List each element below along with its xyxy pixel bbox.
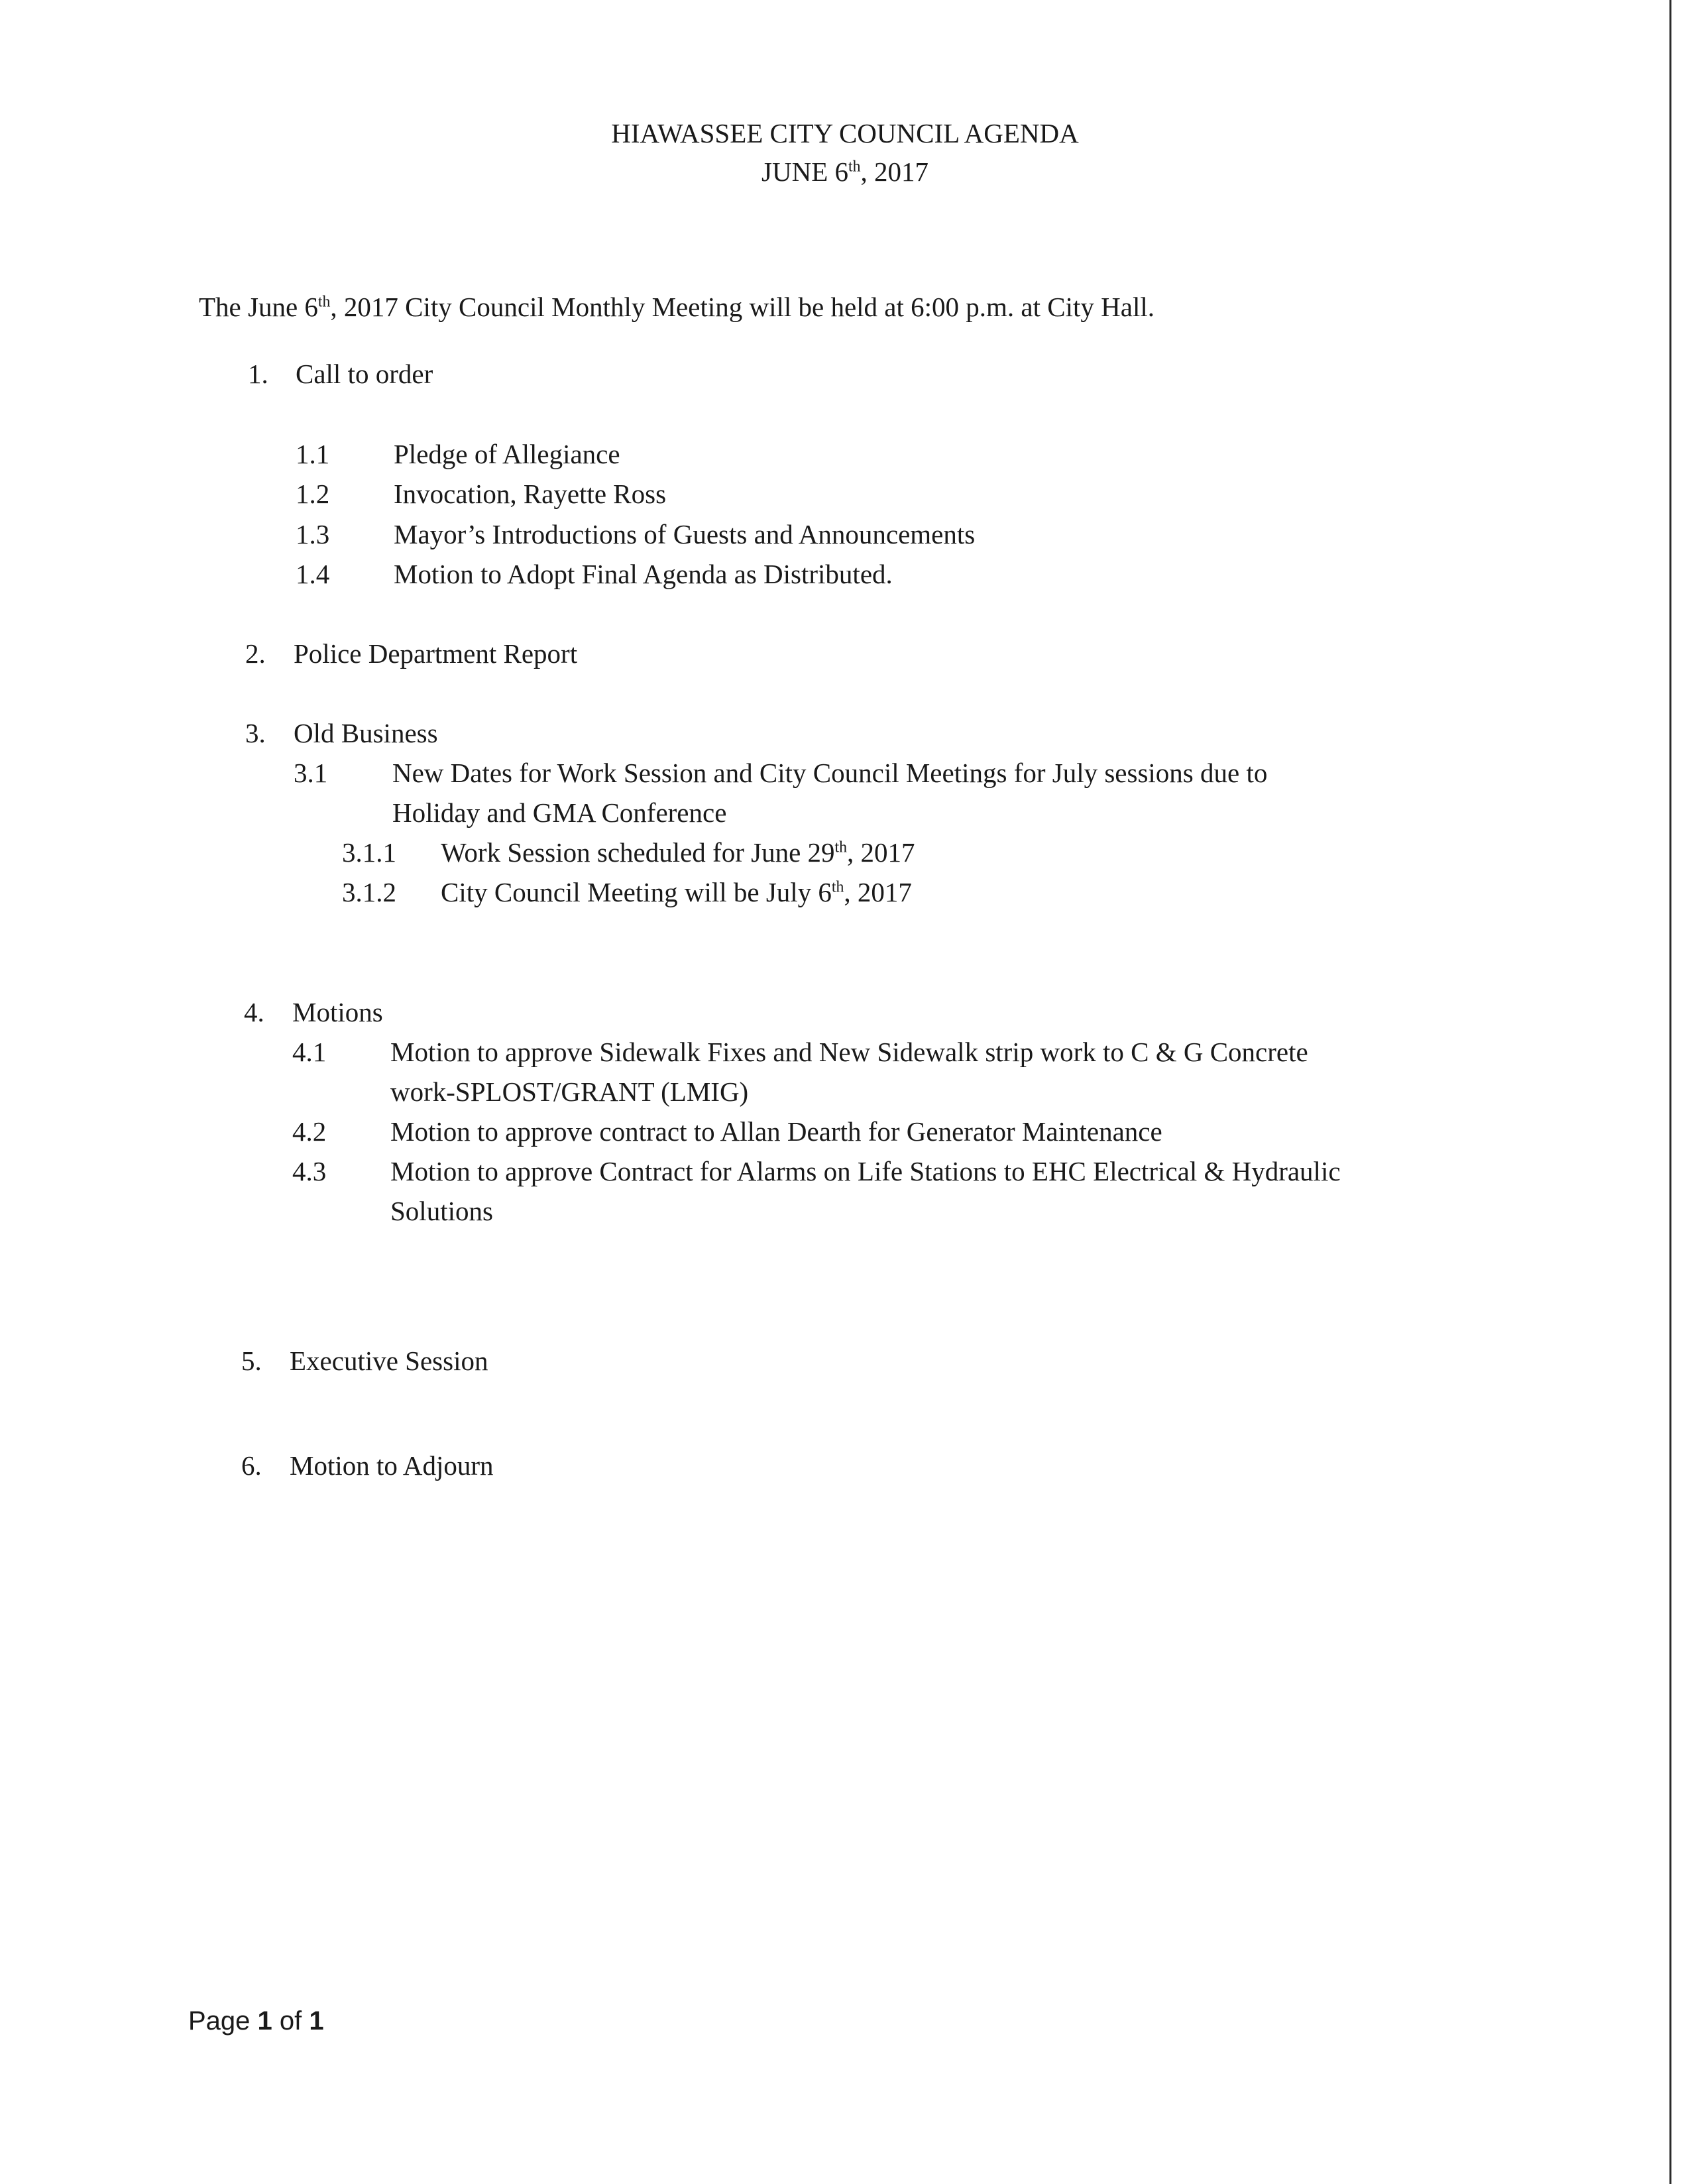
item-number: 4. <box>244 997 264 1027</box>
subitem-number: 1.4 <box>296 559 330 589</box>
agenda-date: JUNE 6th, 2017 <box>761 156 929 187</box>
item-introductions: Mayor’s Introductions of Guests and Announcements <box>394 519 976 549</box>
subitem-number: 4.2 <box>292 1116 327 1147</box>
item-pledge: Pledge of Allegiance <box>394 439 620 469</box>
page-number-footer: Page 1 of 1 <box>188 2006 324 2036</box>
page-edge-line <box>1669 0 1671 2184</box>
item-motions: Motions <box>292 997 383 1027</box>
subitem-number: 1.1 <box>296 439 330 469</box>
meeting-intro: The June 6th, 2017 City Council Monthly Meeting will be held at 6:00 p.m. at City Hall. <box>199 292 1155 322</box>
item-sidewalk-line1: Motion to approve Sidewalk Fixes and New Sidewalk strip work to C & G Concrete <box>390 1037 1308 1067</box>
item-invocation: Invocation, Rayette Ross <box>394 479 667 509</box>
item-call-to-order: Call to order <box>296 359 433 389</box>
subitem-number: 3.1 <box>294 758 328 788</box>
item-council-meeting-date: City Council Meeting will be July 6th, 2017 <box>441 877 912 907</box>
subitem-number: 4.1 <box>292 1037 327 1067</box>
item-alarms-line1: Motion to approve Contract for Alarms on Life Stations to EHC Electrical & Hydraulic <box>390 1156 1341 1186</box>
item-number: 3. <box>245 718 266 748</box>
item-number: 6. <box>241 1450 262 1481</box>
item-number: 1. <box>248 359 268 389</box>
item-alarms-line2: Solutions <box>390 1196 493 1226</box>
item-executive-session: Executive Session <box>290 1346 488 1376</box>
item-number: 2. <box>245 638 266 669</box>
item-number: 5. <box>241 1346 262 1376</box>
agenda-title: HIAWASSEE CITY COUNCIL AGENDA <box>611 118 1079 148</box>
subitem-number: 1.3 <box>296 519 330 549</box>
item-new-dates-line1: New Dates for Work Session and City Council Meetings for July sessions due to <box>392 758 1268 788</box>
item-adopt-agenda: Motion to Adopt Final Agenda as Distributed. <box>394 559 893 589</box>
subitem-number: 4.3 <box>292 1156 327 1186</box>
subitem-number: 3.1.1 <box>342 837 396 868</box>
item-generator-contract: Motion to approve contract to Allan Dearth for Generator Maintenance <box>390 1116 1162 1147</box>
subitem-number: 3.1.2 <box>342 877 396 907</box>
item-new-dates-line2: Holiday and GMA Conference <box>392 797 727 828</box>
item-adjourn: Motion to Adjourn <box>290 1450 494 1481</box>
item-police-report: Police Department Report <box>294 638 578 669</box>
subitem-number: 1.2 <box>296 479 330 509</box>
item-work-session-date: Work Session scheduled for June 29th, 2017 <box>441 837 915 868</box>
item-old-business: Old Business <box>294 718 438 748</box>
item-sidewalk-line2: work-SPLOST/GRANT (LMIG) <box>390 1076 749 1107</box>
